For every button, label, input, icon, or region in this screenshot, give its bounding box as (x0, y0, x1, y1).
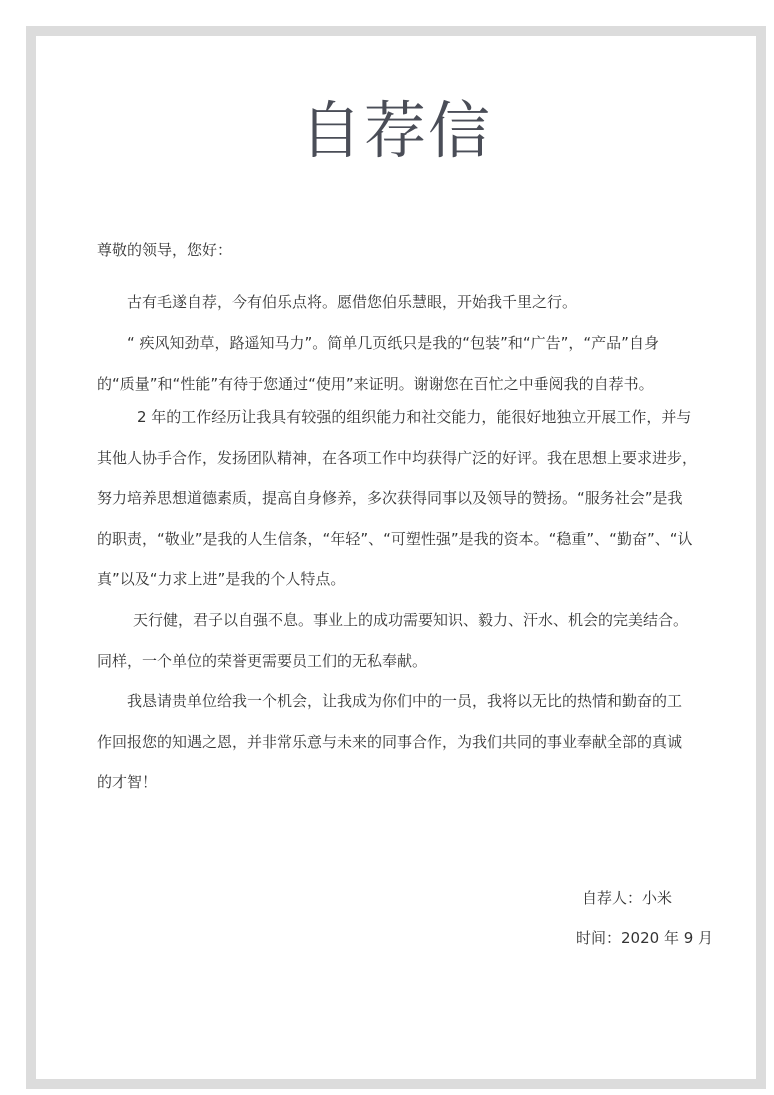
paragraph-line: “ 疾风知劲草，路遥知马力”。简单几页纸只是我的“包装”和“广告”，“产品”自身 (127, 334, 659, 352)
signature-signer: 自荐人：小米 (582, 889, 673, 907)
paragraph-modesty (97, 323, 719, 404)
document-page (26, 26, 766, 1089)
paragraph-line: 古有毛遂自荐，今有伯乐点将。愿借您伯乐慧眼，开始我千里之行。 (127, 293, 578, 311)
paragraph-line: 的才智！ (97, 773, 158, 791)
paragraph-experience (97, 397, 719, 600)
paragraph-opening (97, 282, 719, 323)
paragraph-line: 同样，一个单位的荣誉更需要员工们的无私奉献。 (97, 651, 428, 670)
paragraph-line: 真”以及“力求上进”是我的个人特点。 (97, 570, 346, 588)
paragraph-line: 其他人协手合作，发扬团队精神，在各项工作中均获得广泛的好评。我在思想上要求进步， (97, 448, 698, 467)
paragraph-line: 的“质量”和“性能”有待于您通过“使用”来证明。谢谢您在百忙之中垂阅我的自荐书。 (97, 374, 654, 393)
salutation: 尊敬的领导，您好： (97, 241, 233, 259)
paragraph-line: 的职责，“敬业”是我的人生信条，“年轻”、“可塑性强”是我的资本。“稳重”、“勤奋”、“认 (97, 529, 693, 548)
document-title: 自荐信 (299, 94, 492, 167)
paragraph-request (97, 681, 719, 803)
paragraph-line: 我恳请贵单位给我一个机会，让我成为你们中的一员，我将以无比的热情和勤奋的工 (127, 692, 683, 710)
signature-date: 时间：2020 年 9 月 (576, 929, 714, 947)
paragraph-line: 2 年的工作经历让我具有较强的组织能力和社交能力，能很好地独立开展工作，并与 (137, 408, 692, 426)
paragraph-line: 努力培养思想道德素质，提高自身修养，多次获得同事以及领导的赞扬。“服务社会”是我 (97, 489, 683, 507)
paragraph-line: 作回报您的知遇之恩，并非常乐意与未来的同事合作，为我们共同的事业奉献全部的真诚 (97, 732, 683, 751)
paragraph-motto (97, 600, 719, 681)
paragraph-line: 天行健，君子以自强不息。事业上的成功需要知识、毅力、汗水、机会的完美结合。 (133, 611, 689, 629)
